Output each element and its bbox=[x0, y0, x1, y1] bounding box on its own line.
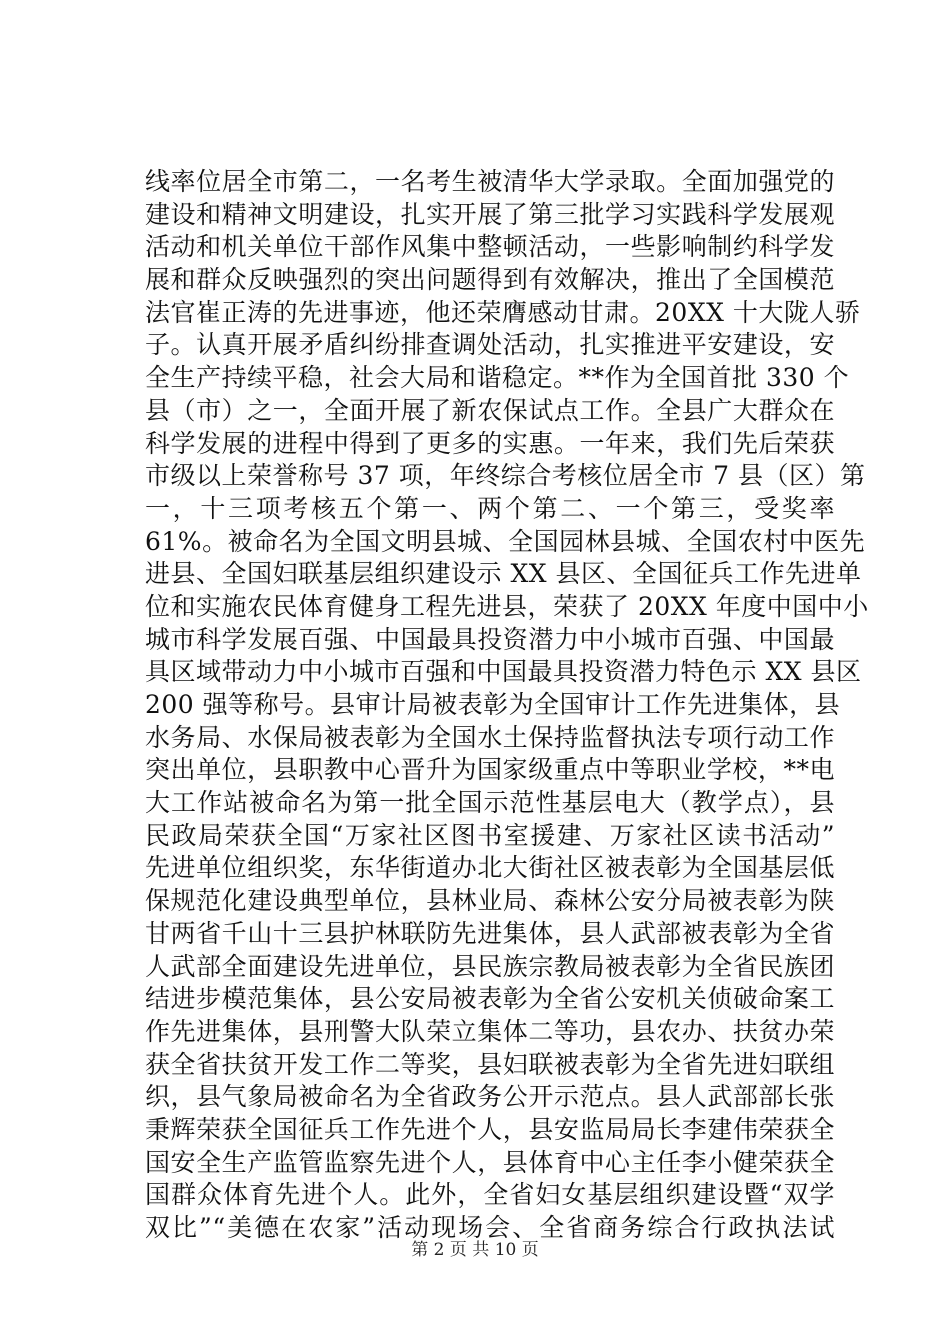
text-line: 法官崔正涛的先进事迹，他还荣膺感动甘肃。20XX 十大陇人骄 bbox=[145, 297, 861, 327]
text-line: 建设和精神文明建设，扎实开展了第三批学习实践科学发展观 bbox=[145, 199, 835, 229]
text-line: 一，十三项考核五个第一、两个第二、一个第三，受奖率 bbox=[145, 493, 835, 523]
text-line: 结进步模范集体，县公安局被表彰为全省公安机关侦破命案工 bbox=[145, 984, 835, 1014]
text-line: 先进单位组织奖，东华街道办北大街社区被表彰为全国基层低 bbox=[145, 853, 835, 883]
text-line: 甘两省千山十三县护林联防先进集体，县人武部被表彰为全省 bbox=[145, 918, 835, 948]
text-line: 人武部全面建设先进单位，县民族宗教局被表彰为全省民族团 bbox=[145, 951, 835, 981]
text-line: 保规范化建设典型单位，县林业局、森林公安分局被表彰为陕 bbox=[145, 886, 835, 916]
text-line: 织，县气象局被命名为全省政务公开示范点。县人武部部长张 bbox=[145, 1082, 835, 1112]
text-line: 大工作站被命名为第一批全国示范性基层电大（教学点），县 bbox=[145, 788, 835, 818]
text-line: 200 强等称号。县审计局被表彰为全国审计工作先进集体，县 bbox=[145, 690, 841, 719]
text-line: 科学发展的进程中得到了更多的实惠。一年来，我们先后荣获 bbox=[145, 428, 835, 458]
text-line: 秉辉荣获全国征兵工作先进个人，县安监局局长李建伟荣获全 bbox=[145, 1114, 835, 1144]
text-line: 水务局、水保局被表彰为全国水土保持监督执法专项行动工作 bbox=[145, 722, 835, 752]
text-line: 子。认真开展矛盾纠纷排查调处活动，扎实推进平安建设，安 bbox=[145, 330, 835, 360]
text-line: 县（市）之一，全面开展了新农保试点工作。全县广大群众在 bbox=[145, 395, 835, 425]
text-line: 展和群众反映强烈的突出问题得到有效解决，推出了全国模范 bbox=[145, 265, 835, 295]
text-line: 具区域带动力中小城市百强和中国最具投资潜力特色示 XX 县区 bbox=[145, 657, 862, 687]
document-body bbox=[145, 166, 869, 1245]
text-line: 国群众体育先进个人。此外，全省妇女基层组织建设暨“双学 bbox=[145, 1180, 835, 1210]
text-line: 获全省扶贫开发工作二等奖，县妇联被表彰为全省先进妇联组 bbox=[145, 1049, 835, 1079]
text-line: 市级以上荣誉称号 37 项，年终综合考核位居全市 7 县（区）第 bbox=[145, 461, 866, 491]
text-line: 全生产持续平稳，社会大局和谐稳定。**作为全国首批 330 个 bbox=[145, 363, 850, 393]
text-line: 城市科学发展百强、中国最具投资潜力中小城市百强、中国最 bbox=[145, 624, 835, 654]
text-line: 位和实施农民体育健身工程先进县，荣获了 20XX 年度中国中小 bbox=[145, 591, 869, 621]
text-line: 突出单位，县职教中心晋升为国家级重点中等职业学校，**电 bbox=[145, 755, 835, 785]
text-line: 双比”“美德在农家”活动现场会、全省商务综合行政执法试 bbox=[145, 1213, 835, 1242]
text-line: 61%。被命名为全国文明县城、全国园林县城、全国农村中医先 bbox=[145, 526, 866, 556]
page-footer: 第 2 页 共 10 页 bbox=[411, 1240, 539, 1260]
text-line: 民政局荣获全国“万家社区图书室援建、万家社区读书活动” bbox=[145, 820, 835, 850]
text-line: 进县、全国妇联基层组织建设示 XX 县区、全国征兵工作先进单 bbox=[145, 559, 862, 589]
text-line: 线率位居全市第二，一名考生被清华大学录取。全面加强党的 bbox=[145, 167, 835, 196]
text-line: 活动和机关单位干部作风集中整顿活动，一些影响制约科学发 bbox=[145, 232, 835, 262]
text-line: 作先进集体，县刑警大队荣立集体二等功，县农办、扶贫办荣 bbox=[145, 1016, 835, 1046]
text-line: 国安全生产监管监察先进个人，县体育中心主任李小健荣获全 bbox=[145, 1147, 835, 1177]
